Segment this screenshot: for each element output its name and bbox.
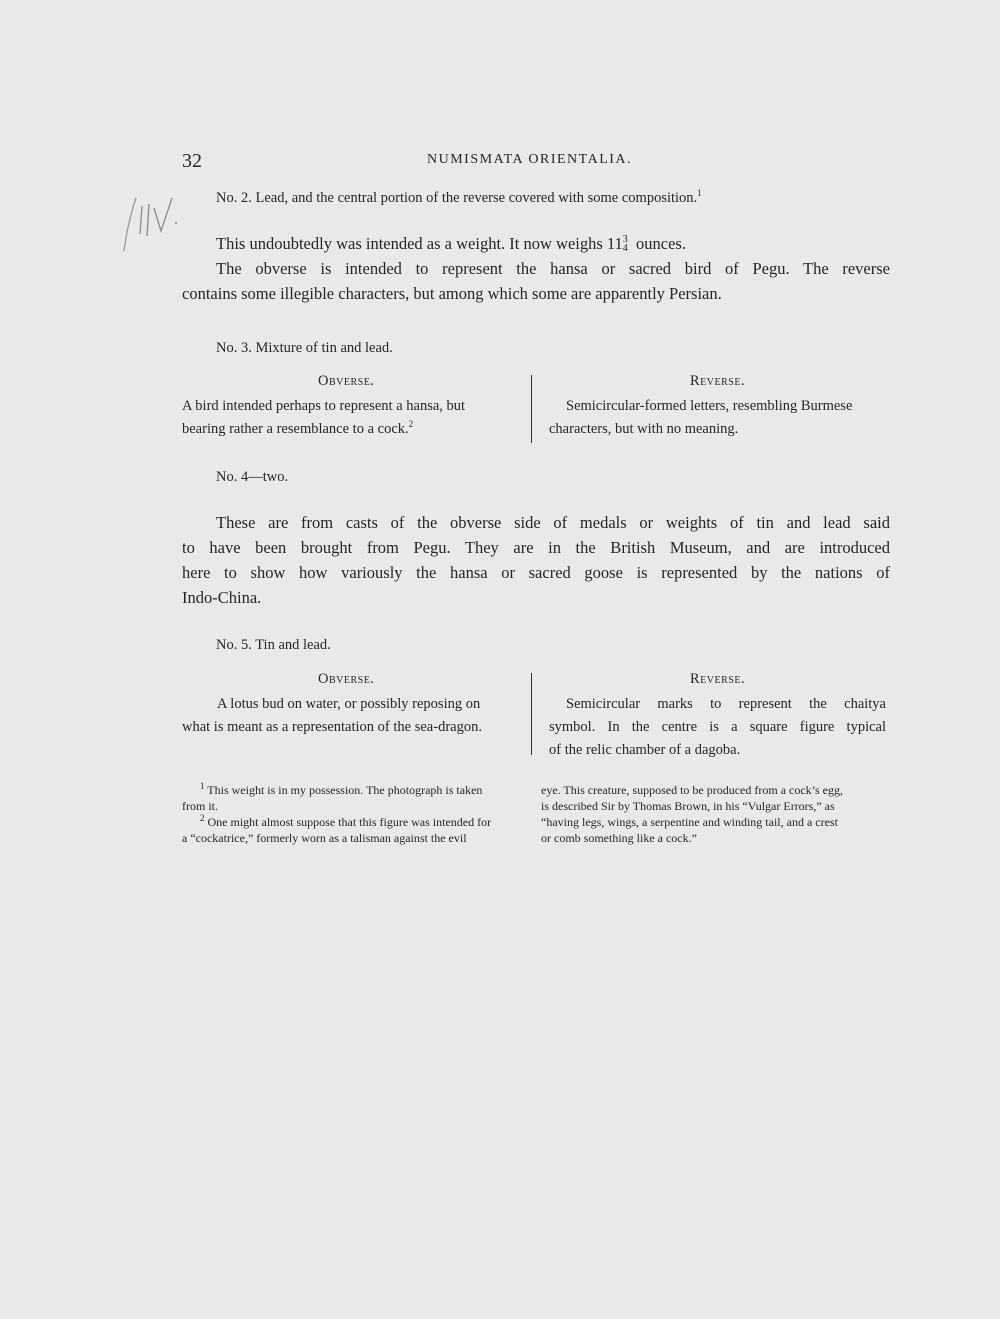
no3-reverse-line2: characters, but with no meaning. bbox=[549, 421, 739, 437]
no3-obverse-line2: bearing rather a resemblance to a cock.$^2$ bbox=[182, 419, 414, 437]
no4-line4: Indo-China. bbox=[182, 588, 262, 607]
pencil-annotation bbox=[118, 176, 198, 266]
no5-obverse-label: Obverse. bbox=[318, 671, 375, 687]
no5-reverse-line1: Semicircular marks to represent the chaitya bbox=[566, 696, 886, 712]
footnote-cont-line1: eye. This creature, supposed to be produced from a cock’s egg, bbox=[541, 783, 844, 797]
footnote-1-line2: from it. bbox=[182, 799, 218, 813]
no4-line3: here to show how variously the hansa or sacred goose is represented by the nations of bbox=[182, 563, 890, 582]
running-title: NUMISMATA ORIENTALIA. bbox=[427, 152, 633, 167]
column-divider bbox=[531, 673, 532, 755]
footnote-cont-line2: is described Sir by Thomas Brown, in his “Vulgar Errors,” as bbox=[541, 799, 835, 813]
no4-heading: No. 4—two. bbox=[216, 469, 289, 485]
column-divider bbox=[531, 375, 532, 443]
no5-obverse-line2: what is meant as a representation of the sea-dragon. bbox=[182, 719, 482, 735]
footnote-1-line1: $^1$ This weight is in my possession. The photograph is taken bbox=[200, 781, 483, 797]
footnote-cont-line4: or comb something like a cock.” bbox=[541, 831, 697, 845]
no3-obverse-line1: A bird intended perhaps to represent a hansa, but bbox=[182, 398, 466, 414]
footnote-2-line1: $^2$ One might almost suppose that this figure was intended for bbox=[200, 813, 492, 829]
no4-line2: to have been brought from Pegu. They are in the British Museum, and are introduced bbox=[182, 538, 890, 557]
page-number: 32 bbox=[182, 150, 202, 172]
no5-obverse-line1: A lotus bud on water, or possibly reposing on bbox=[217, 696, 481, 712]
no5-reverse-label: Reverse. bbox=[690, 671, 746, 687]
footnote-2-line2: a “cockatrice,” formerly worn as a talisman against the evil bbox=[182, 831, 467, 845]
footnote-ref-2: 2 bbox=[408, 419, 414, 430]
no2-para-line1: The obverse is intended to represent the hansa or sacred bird of Pegu. The reverse bbox=[216, 259, 890, 278]
no3-reverse-label: Reverse. bbox=[690, 373, 746, 389]
footnote-ref-1: 1 bbox=[697, 188, 702, 199]
footnote-cont-line3: “having legs, wings, a serpentine and winding tail, and a crest bbox=[541, 815, 838, 829]
no2-heading: No. 2. Lead, and the central portion of the reverse covered with some composition.$^1$ bbox=[216, 188, 702, 206]
no5-reverse-line3: of the relic chamber of a dagoba. bbox=[549, 742, 741, 758]
no3-heading: No. 3. Mixture of tin and lead. bbox=[216, 340, 393, 356]
no2-weight-line: This undoubtedly was intended as a weight. It now weighs 11 3 4 ounces. bbox=[216, 234, 686, 254]
no3-reverse-line1: Semicircular-formed letters, resembling Burmese bbox=[566, 398, 853, 414]
no5-heading: No. 5. Tin and lead. bbox=[216, 637, 331, 653]
fraction: 3 4 bbox=[622, 234, 628, 254]
no5-reverse-line2: symbol. In the centre is a square figure typical bbox=[549, 719, 886, 735]
no3-obverse-label: Obverse. bbox=[318, 373, 375, 389]
no2-para-line2: contains some illegible characters, but among which some are apparently Persian. bbox=[182, 284, 722, 303]
no4-line1: These are from casts of the obverse side of medals or weights of tin and lead said bbox=[216, 513, 890, 532]
